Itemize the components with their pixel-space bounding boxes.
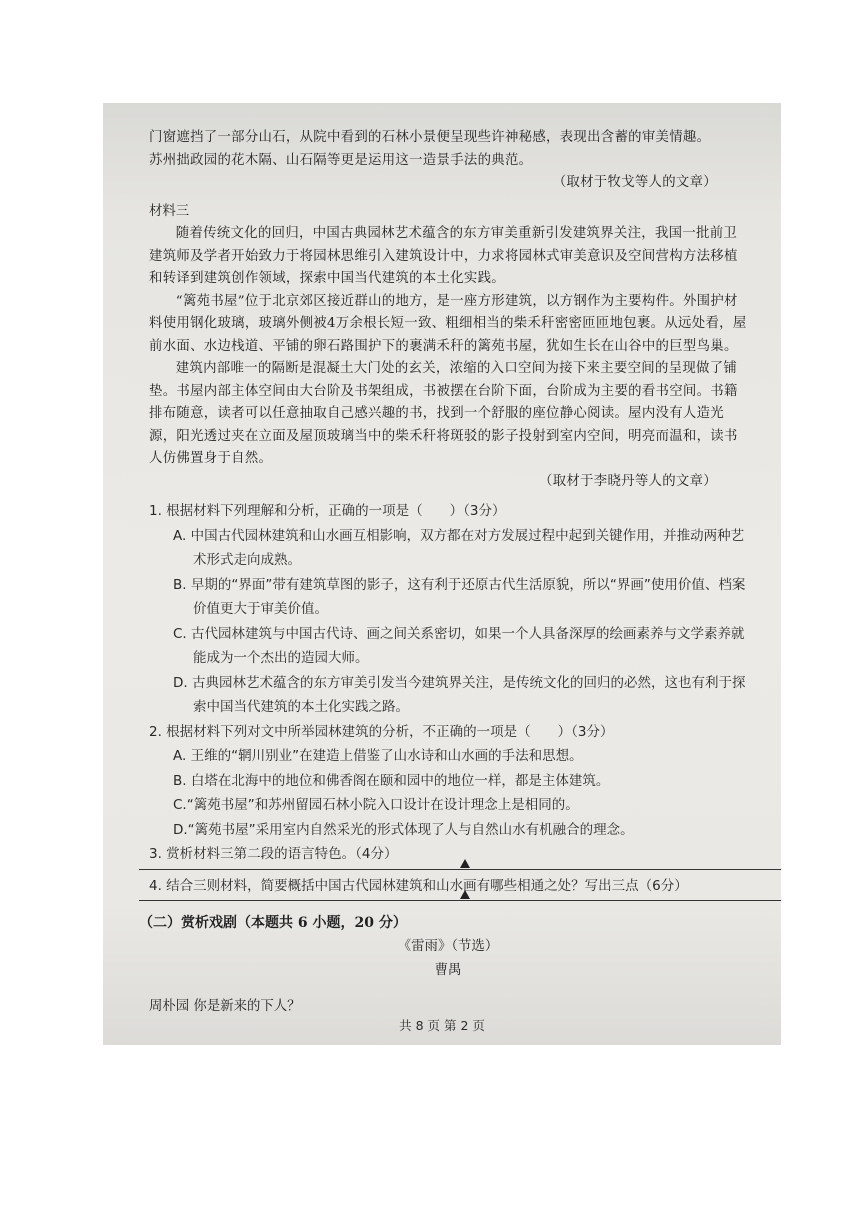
page-footer: 共 8 页 第 2 页: [399, 1018, 485, 1033]
drama-title: 《雷雨》（节选）: [397, 939, 499, 954]
question-1-option-d: D. 古典园林艺术蕴含的东方审美引发当今建筑界关注，是传统文化的回归的必然，这也有利于探索中国当代建筑的本土化实践之路。: [173, 674, 746, 715]
answer-line-1: [139, 869, 781, 870]
question-2-option-c: C.“篱苑书屋”和苏州留园石林小院入口设计在设计理念上是相同的。: [173, 797, 579, 813]
question-1-option-c: C. 古代园林建筑与中国古代诗、画之间关系密切，如果一个人具备深厚的绘画素养与文学素养就能成为一个杰出的造园大师。: [173, 625, 745, 666]
material2-line-2: 苏州拙政园的花木隔、山石隔等更是运用这一造景手法的典范。: [149, 152, 533, 168]
material3-paragraph-3: 建筑内部唯一的隔断是混凝土大门处的玄关，浓缩的入口空间为接下来主要空间的呈现做了铺垫。书屋内部主体空间由大台阶及书架组成，书被摆在台阶下面，台阶成为主要的看书空间。书籍排布随意，读者可以任意抽取自己感兴趣的书，找到一个舒服的座位静心阅读。屋内没有人造光源，阳光透过夹在立面及屋顶玻璃当中的柴禾秆将斑驳的影子投射到室内空间，明亮而温和，读书人仿佛置身于自然。: [149, 361, 738, 466]
answer-line-2: [139, 900, 781, 901]
question-2-option-d: D.“篱苑书屋”采用室内自然采光的形式体现了人与自然山水有机融合的理念。: [173, 821, 634, 838]
section-2-heading: （二）赏析戏剧（本题共 6 小题，20 分）: [139, 915, 407, 931]
drama-first-line: 周朴园 你是新来的下人？: [149, 999, 301, 1014]
question-1-stem: 1. 根据材料下列理解和分析，正确的一项是（ ）（3分）: [149, 503, 506, 519]
scanned-exam-page: [103, 103, 781, 1045]
material3-paragraph-1: 随着传统文化的回归，中国古典园林艺术蕴含的东方审美重新引发建筑界关注，我国一批前卫建筑师及学者开始致力于将园林思维引入建筑设计中，力求将园林式审美意识及空间营构方法移植和转译到建筑创作领域，探索中国当代建筑的本土化实践。: [149, 226, 738, 286]
drama-author: 曹禺: [434, 963, 462, 978]
question-4: 4. 结合三则材料，简要概括中国古代园林建筑和山水画有哪些相通之处？写出三点（6分）: [149, 877, 688, 894]
question-2-option-b: B. 白塔在北海中的地位和佛香阁在颐和园中的地位一样，都是主体建筑。: [173, 772, 610, 789]
question-2-option-a: A. 王维的“辋川别业”在建造上借鉴了山水诗和山水画的手法和思想。: [173, 748, 583, 764]
question-2-stem: 2. 根据材料下列对文中所举园林建筑的分析，不正确的一项是（ ）（3分）: [149, 723, 614, 740]
triangle-marker-icon: [460, 859, 470, 868]
material3-paragraph-2: “篱苑书屋”位于北京郊区接近群山的地方，是一座方形建筑，以方钢作为主要构件。外围护材料使用钢化玻璃，玻璃外侧被4万余根长短一致、粗细相当的柴禾秆密密匝匝地包裹。从远处看，屋前水面、水边栈道、平铺的卵石路围护下的裹满禾秆的篱苑书屋，犹如生长在山谷中的巨型鸟巢。: [149, 293, 747, 354]
material2-line-1: 门窗遮挡了一部分山石，从院中看到的石林小景便呈现些许神秘感，表现出含蓄的审美情趣。: [149, 130, 711, 145]
material3-source: （取材于李晓丹等人的文章）: [539, 473, 717, 489]
question-3: 3. 赏析材料三第二段的语言特色。（4分）: [149, 846, 398, 862]
material3-heading: 材料三: [149, 203, 190, 219]
material2-source: （取材于牧戈等人的文章）: [552, 175, 717, 190]
question-1-option-a: A. 中国古代园林建筑和山水画互相影响，双方都在对方发展过程中起到关键作用，并推动两种艺术形式走向成熟。: [173, 527, 745, 568]
question-1-option-b: B. 早期的“界面”带有建筑草图的影子，这有利于还原古代生活原貌，所以“界画”使用价值、档案价值更大于审美价值。: [173, 576, 746, 617]
triangle-marker-icon: [460, 890, 470, 899]
